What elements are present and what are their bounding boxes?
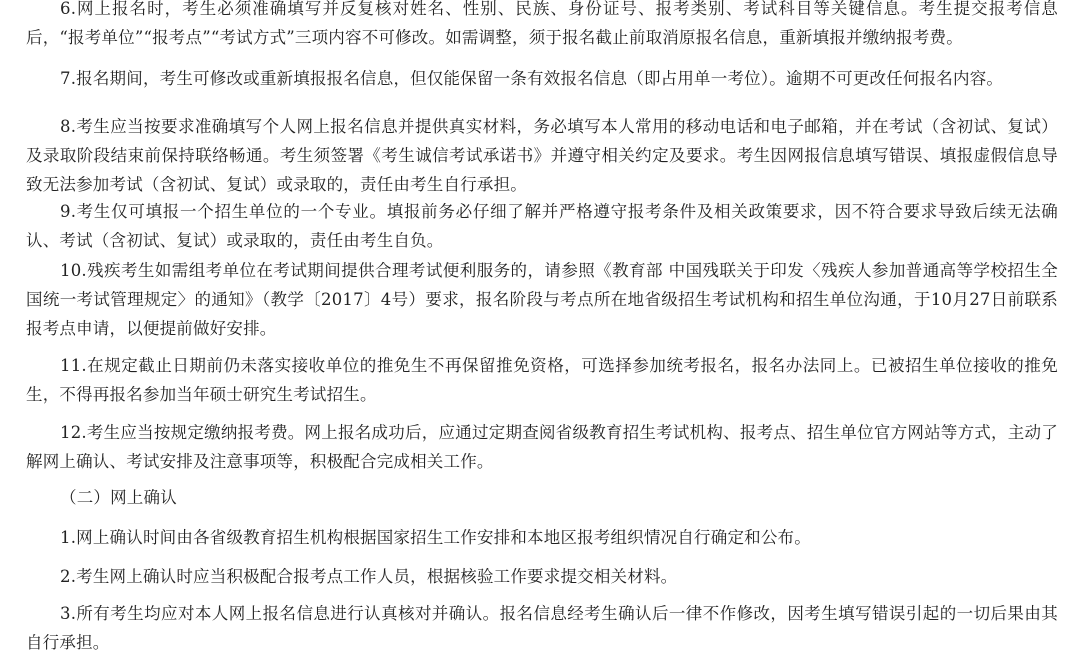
confirmation-item-1: 1.网上确认时间由各省级教育招生机构根据国家招生工作安排和本地区报考组织情况自行确定和公布。 (60, 528, 811, 547)
paragraph-11: 11.在规定截止日期前仍未落实接收单位的推免生不再保留推免资格，可选择参加统考报名，报名办法同上。已被招生单位接收的推免生，不得再报名参加当年硕士研究生考试招生。 (26, 356, 1058, 404)
paragraph-8: 8.考生应当按要求准确填写个人网上报名信息并提供真实材料，务必填写本人常用的移动电话和电子邮箱，并在考试（含初试、复试）及录取阶段结束前保持联络畅通。考生须签署《考生诚信考试承诺书》并遵守相关约定及要求。考生因网报信息填写错误、填报虚假信息导致无法参加考试（含初试、复试）或录取的，责任由考生自行承担。 (26, 117, 1058, 194)
section-heading-online-confirmation: （二）网上确认 (60, 488, 177, 507)
paragraph-7: 7.报名期间，考生可修改或重新填报报名信息，但仅能保留一条有效报名信息（即占用单一考位）。逾期不可更改任何报名内容。 (60, 69, 1004, 88)
paragraph-10: 10.残疾考生如需组考单位在考试期间提供合理考试便利服务的，请参照《教育部 中国残联关于印发〈残疾人参加普通高等学校招生全国统一考试管理规定〉的通知》（教学〔2017〕4号）要求，报名阶段与考点所在地省级招生考试机构和招生单位沟通，于10月27日前联系报考点申请，以便提前做好安排。 (26, 261, 1058, 338)
confirmation-item-2: 2.考生网上确认时应当积极配合报考点工作人员，根据核验工作要求提交相关材料。 (60, 567, 678, 586)
paragraph-12: 12.考生应当按规定缴纳报考费。网上报名成功后，应通过定期查阅省级教育招生考试机构、报考点、招生单位官方网站等方式，主动了解网上确认、考试安排及注意事项等，积极配合完成相关工作。 (26, 423, 1058, 471)
confirmation-item-3: 3.所有考生均应对本人网上报名信息进行认真核对并确认。报名信息经考生确认后一律不作修改，因考生填写错误引起的一切后果由其自行承担。 (26, 604, 1058, 652)
paragraph-6: 6.网上报名时，考生必须准确填写并反复核对姓名、性别、民族、身份证号、报考类别、考试科目等关键信息。考生提交报考信息后，“报考单位”“报考点”“考试方式”三项内容不可修改。如需调整，须于报名截止前取消原报名信息，重新填报并缴纳报考费。 (26, 0, 1058, 47)
paragraph-9: 9.考生仅可填报一个招生单位的一个专业。填报前务必仔细了解并严格遵守报考条件及相关政策要求，因不符合要求导致后续无法确认、考试（含初试、复试）或录取的，责任由考生自负。 (26, 202, 1058, 250)
